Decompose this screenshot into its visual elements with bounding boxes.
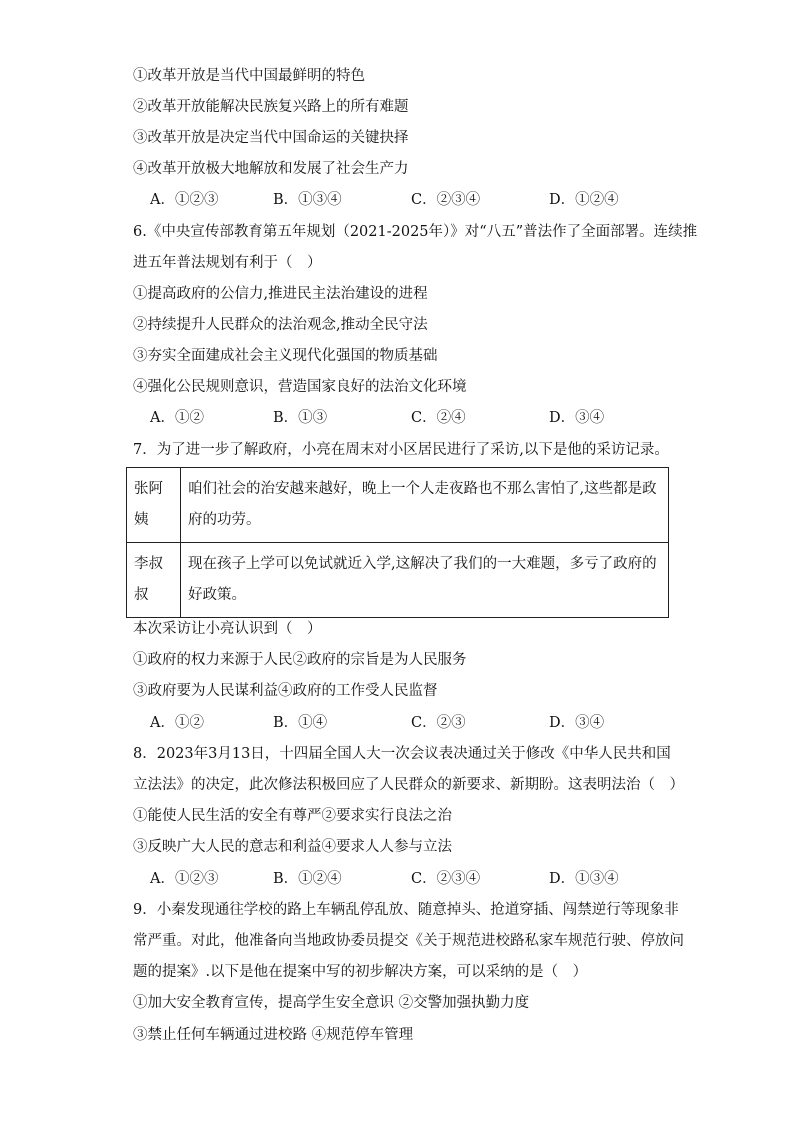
q6-option-b[interactable]: B．①③ — [273, 410, 328, 426]
q7-items-line-2: ③政府要为人民谋利益④政府的工作受人民监督 — [133, 683, 438, 699]
q5-item-4: ④改革开放极大地解放和发展了社会生产力 — [133, 161, 409, 177]
q8-items-line-2: ③反映广大人民的意志和利益④要求人人参与立法 — [133, 839, 452, 855]
q8-option-a[interactable]: A．①②③ — [150, 871, 219, 887]
q5-item-3: ③改革开放是决定当代中国命运的关键抉择 — [133, 130, 409, 146]
q6-item-4: ④强化公民规则意识，营造国家良好的法治文化环境 — [133, 379, 467, 395]
interview-table — [126, 467, 669, 618]
table-row — [127, 543, 669, 618]
q8-option-c[interactable]: C．②③④ — [411, 871, 481, 887]
q5-item-1: ①改革开放是当代中国最鲜明的特色 — [133, 68, 365, 84]
q9-stem-line-1: 9．小秦发现通往学校的路上车辆乱停乱放、随意掉头、抢道穿插、闯禁逆行等现象非 — [133, 902, 679, 918]
q6-option-a[interactable]: A．①② — [150, 410, 204, 426]
q8-option-b[interactable]: B．①②④ — [273, 871, 342, 887]
interviewee-name: 李叔叔 — [127, 543, 181, 618]
q6-stem-line-1: 6.《中央宣传部教育第五年规划（2021-2025年）》对“八五”普法作了全面部署。连续推 — [133, 224, 698, 240]
q9-stem-line-2: 常严重。对此，他准备向当地政协委员提交《关于规范进校路私家车规范行驶、停放问 — [133, 933, 684, 949]
q5-options — [150, 190, 670, 210]
q7-option-c[interactable]: C．②③ — [411, 715, 466, 731]
q5-option-c[interactable]: C．②③④ — [411, 192, 481, 208]
q6-option-d[interactable]: D．③④ — [549, 410, 605, 426]
q6-options — [150, 408, 670, 428]
q8-stem-line-2: 立法法》的决定，此次修法积极回应了人民群众的新要求、新期盼。这表明法治（ ） — [133, 777, 684, 793]
q6-item-2: ②持续提升人民群众的法治观念,推动全民守法 — [133, 317, 428, 333]
interview-quote: 现在孩子上学可以免试就近入学,这解决了我们的一大难题，多亏了政府的好政策。 — [181, 543, 669, 618]
q5-option-a[interactable]: A．①②③ — [150, 192, 219, 208]
q8-items-line-1: ①能使人民生活的安全有尊严②要求实行良法之治 — [133, 808, 452, 824]
interview-quote: 咱们社会的治安越来越好，晚上一个人走夜路也不那么害怕了,这些都是政府的功劳。 — [181, 468, 669, 543]
q6-item-3: ③夯实全面建成社会主义现代化强国的物质基础 — [133, 348, 438, 364]
q5-item-2: ②改革开放能解决民族复兴路上的所有难题 — [133, 99, 409, 115]
table-row — [127, 468, 669, 543]
q8-option-d[interactable]: D．①③④ — [549, 871, 619, 887]
interviewee-name: 张阿姨 — [127, 468, 181, 543]
q7-items-line-1: ①政府的权力来源于人民②政府的宗旨是为人民服务 — [133, 652, 467, 668]
q9-items-line-2: ③禁止任何车辆通过进校路 ④规范停车管理 — [133, 1027, 414, 1043]
q7-stem: 7．为了进一步了解政府，小亮在周末对小区居民进行了采访,以下是他的采访记录。 — [133, 442, 669, 458]
q7-option-b[interactable]: B．①④ — [273, 715, 328, 731]
q5-option-b[interactable]: B．①③④ — [273, 192, 342, 208]
q5-option-d[interactable]: D．①②④ — [549, 192, 619, 208]
q7-option-d[interactable]: D．③④ — [549, 715, 605, 731]
q9-stem-line-3: 题的提案》.以下是他在提案中写的初步解决方案，可以采纳的是（ ） — [133, 964, 588, 980]
q7-options — [150, 713, 670, 733]
q6-item-1: ①提高政府的公信力,推进民主法治建设的进程 — [133, 286, 428, 302]
q8-stem-line-1: 8．2023年3月13日，十四届全国人大一次会议表决通过关于修改《中华人民共和国 — [133, 746, 671, 762]
q9-items-line-1: ①加大安全教育宣传，提高学生安全意识 ②交警加强执勤力度 — [133, 995, 530, 1011]
q7-option-a[interactable]: A．①② — [150, 715, 204, 731]
q7-question: 本次采访让小亮认识到（ ） — [133, 621, 322, 637]
q6-stem-line-2: 进五年普法规划有利于（ ） — [133, 255, 322, 271]
q8-options — [150, 869, 670, 889]
q6-option-c[interactable]: C．②④ — [411, 410, 466, 426]
